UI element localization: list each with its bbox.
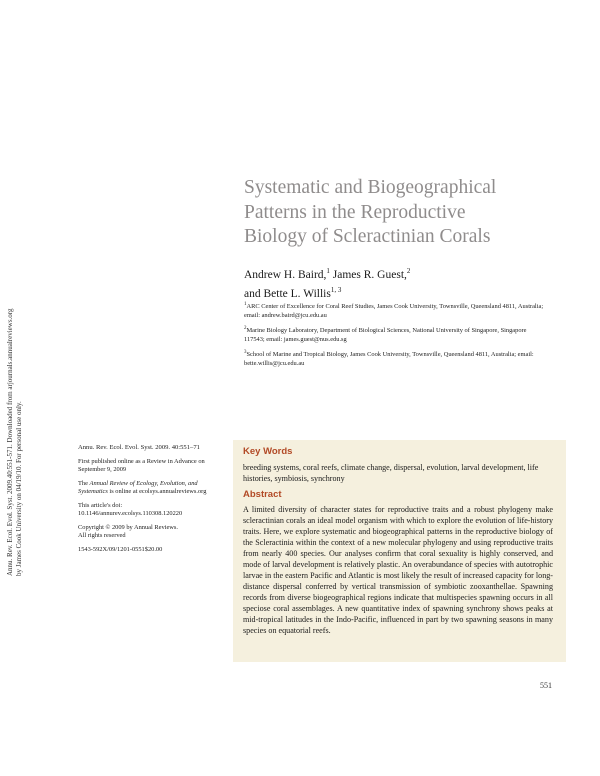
keywords-text: breeding systems, coral reefs, climate change, dispersal, evolution, larval development, life histories, symbiosis, synchrony	[243, 463, 539, 483]
title-line-2: Patterns in the Reproductive	[244, 201, 466, 223]
doi-label: This article's doi:	[78, 501, 123, 509]
affiliation-1: $^1$ARC Center of Excellence for Coral Reef Studies, James Cook University, Townsville, Queensland 4811, Australia; email: andrew.baird@jcu.edu.au	[244, 302, 544, 320]
download-side-note	[6, 228, 56, 576]
page-number: 551	[540, 681, 552, 690]
abstract-text: A limited diversity of character states for reproductive traits and a robust phylogeny make scleractinian corals an ideal model organism with which to explore the evolution of life-history traits. Here, we explore systematic and biogeographical patterns in the reproductive biology of the Scleractinia within the context of a new molecular phylogeny and using reproductive traits from nearly 400 species. Our analyses confirm that coral sexuality is highly conserved, and mode of larval development is relatively plastic. An overabundance of species with autotrophic larvae in the eastern Pacific and Atlantic is most likely the result of increased capacity for long-distance dispersal conferred by vertical transmission of symbiotic zooxanthellae. Spawning records from diverse biogeographical regions indicate that multispecies spawning occurs in all speciose coral assemblages. A new quantitative index of spawning synchrony shows peaks at mid-tropical latitudes in the Indo-Pacific, influenced in part by two spawning seasons in many species on equatorial reefs.	[243, 505, 553, 635]
doi-value: 10.1146/annurev.ecolsys.110308.120220	[78, 510, 183, 517]
first-published: First published online as a Review in Advance on September 9, 2009	[78, 457, 205, 473]
author-guest-affil: 2	[406, 267, 411, 275]
copyright: Copyright © 2009 by Annual Reviews.	[78, 523, 178, 531]
title-line-1: Systematic and Biogeographical	[244, 177, 497, 198]
online-note: The Annual Review of Ecology, Evolution, and Systematics is online at ecolsys.annualreviews.org	[78, 479, 207, 495]
article-title	[244, 176, 564, 250]
affiliation-3: $^3$School of Marine and Tropical Biology, James Cook University, Townsville, Queensland 4811, Australia; email: bette.willis@jcu.edu.au	[244, 350, 534, 368]
keywords-abstract-panel	[233, 440, 566, 662]
side-note-line-1: Annu. Rev. Ecol. Evol. Syst. 2009.40:551-571. Downloaded from arjournals.annualreviews.org	[6, 308, 14, 576]
abstract-heading: Abstract	[243, 489, 282, 500]
rights: All rights reserved	[78, 532, 126, 539]
publication-metadata	[78, 444, 228, 559]
keywords-heading: Key Words	[243, 446, 293, 457]
author-list	[244, 264, 564, 302]
author-guest: James R. Guest,	[329, 268, 407, 281]
doi-block	[78, 502, 228, 519]
copyright-block	[78, 524, 228, 541]
affiliation-2: $^2$Marine Biology Laboratory, Department of Biological Sciences, National University of Singapore, Singapore 117543; email: james.guest@nus.edu.sg	[244, 326, 527, 344]
author-willis: and Bette L. Willis	[244, 287, 331, 300]
author-baird-affil: 1	[326, 267, 330, 275]
title-line-3: Biology of Scleractinian Corals	[244, 226, 491, 247]
issn: 1543-592X/09/1201-0551$20.00	[78, 545, 163, 553]
side-note-line-2: by James Cook University on 04/19/10. For personal use only.	[15, 401, 23, 576]
author-baird: Andrew H. Baird,	[244, 268, 327, 281]
affiliations	[244, 300, 544, 372]
author-willis-affil: 1, 3	[330, 285, 342, 294]
journal-citation: Annu. Rev. Ecol. Evol. Syst. 2009. 40:551–71	[78, 444, 200, 451]
